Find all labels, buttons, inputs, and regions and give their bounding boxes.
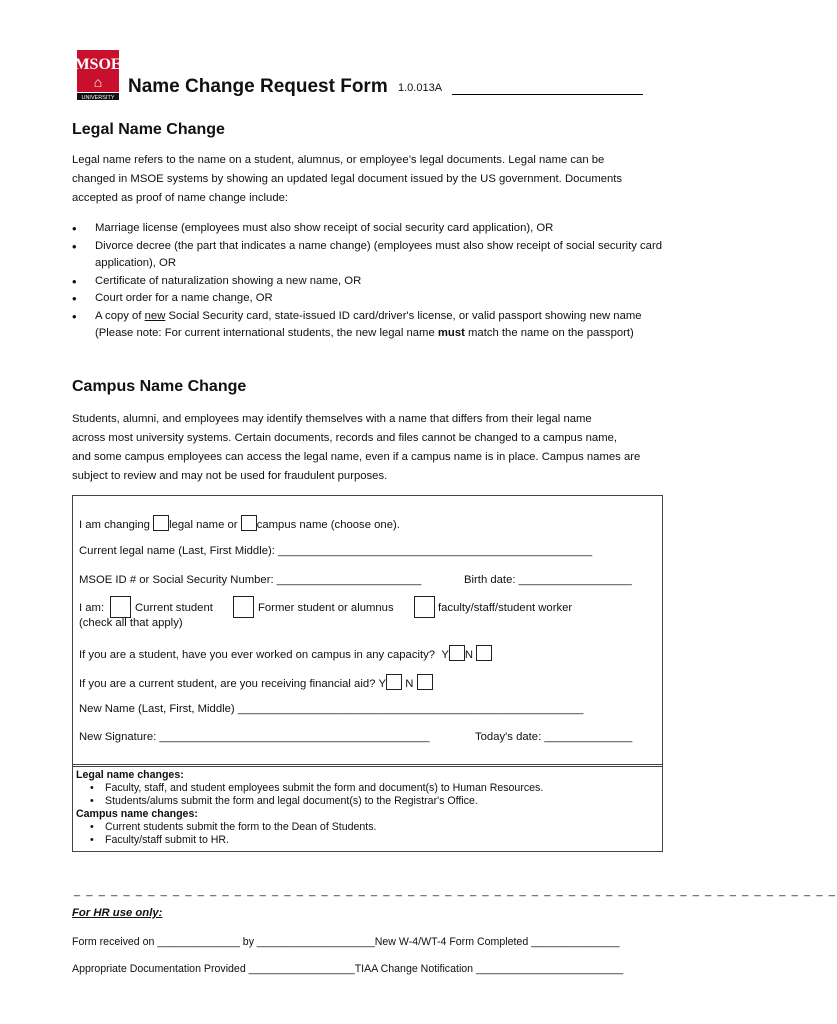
legal-name-checkbox[interactable] bbox=[153, 515, 169, 531]
list-item: • Court order for a name change, OR bbox=[72, 290, 662, 308]
list-item: • Marriage license (employees must also show receipt of social security card application), OR bbox=[72, 220, 662, 238]
faculty-label: faculty/staff/student worker bbox=[438, 602, 573, 614]
msoe-id-field[interactable]: MSOE ID # or Social Security Number: _______________________ bbox=[79, 574, 422, 586]
list-item: • Certificate of naturalization showing a new name, OR bbox=[72, 273, 662, 291]
todays-date-field[interactable]: Today's date: ______________ bbox=[475, 731, 633, 743]
check-all-note: (check all that apply) bbox=[79, 617, 183, 629]
aid-no-checkbox[interactable] bbox=[417, 674, 433, 690]
current-student-label: Current student bbox=[135, 602, 213, 614]
worked-no-checkbox[interactable] bbox=[476, 645, 492, 661]
legal-intro: Legal name refers to the name on a student, alumnus, or employee’s legal documents. Legal name can be changed in MSOE systems by showing an updated legal document issued by the US government. Documents accepted as proof of name change include: bbox=[72, 154, 623, 204]
former-student-label: Former student or alumnus bbox=[258, 602, 394, 614]
faculty-checkbox[interactable] bbox=[414, 596, 435, 618]
current-legal-name-field[interactable]: Current legal name (Last, First Middle): __________________________________________________ bbox=[79, 545, 593, 557]
legal-heading: Legal Name Change bbox=[72, 121, 225, 138]
logo-subtext: UNIVERSITY bbox=[81, 95, 115, 101]
list-item: • Divorce decree (the part that indicates a name change) (employees must also show receipt of social security card application), OR bbox=[72, 238, 662, 273]
logo-text: MSOE bbox=[74, 56, 122, 73]
list-item: • Current students submit the form to the Dean of Students. bbox=[76, 821, 656, 834]
former-student-checkbox[interactable] bbox=[233, 596, 254, 618]
legal-changes-heading: Legal name changes: bbox=[76, 769, 184, 781]
legal-document-list bbox=[72, 220, 662, 343]
worked-on-campus-question: If you are a student, have you ever worked on campus in any capacity? Y N bbox=[79, 645, 492, 661]
svg-text:⌂: ⌂ bbox=[93, 76, 103, 91]
i-am-label: I am: bbox=[79, 602, 105, 614]
campus-heading: Campus Name Change bbox=[72, 378, 247, 395]
change-type-row: I am changing legal name or campus name (choose one). bbox=[79, 515, 400, 531]
list-item: • Faculty, staff, and student employees submit the form and document(s) to Human Resources. bbox=[76, 782, 656, 795]
msoe-logo bbox=[74, 50, 122, 101]
list-item: • Faculty/staff submit to HR. bbox=[76, 834, 656, 847]
form-box bbox=[72, 495, 663, 767]
campus-intro: Students, alumni, and employees may identify themselves with a name that differs from their legal name across most university systems. Certain documents, records and files cannot be changed to a campus name, and some campus employees can access the legal name, even if a campus name is in place. Campus names are subject to review and may not be used for fraudulent purposes. bbox=[72, 413, 641, 482]
birth-date-field[interactable]: Birth date: __________________ bbox=[464, 574, 632, 586]
page-title: Name Change Request Form bbox=[128, 76, 388, 97]
hr-received-line[interactable]: Form received on ______________ by ____________________New W-4/WT-4 Form Completed _______________ bbox=[72, 936, 620, 948]
hr-use-heading: For HR use only: bbox=[72, 907, 163, 919]
new-name-field[interactable]: New Name (Last, First, Middle) _______________________________________________________ bbox=[79, 703, 584, 715]
current-student-checkbox[interactable] bbox=[110, 596, 131, 618]
title-underline bbox=[452, 94, 643, 95]
campus-name-checkbox[interactable] bbox=[241, 515, 257, 531]
cut-line-divider: _ _ _ _ _ _ _ _ _ _ _ _ _ _ _ _ _ _ _ _ _ _ _ _ _ _ _ _ _ _ _ _ _ _ _ _ _ _ _ _ _ _ _ _ _ _ _ _ _ _ _ _ _ _ _ _ _ _ _ _ _ _ bbox=[74, 885, 837, 897]
new-signature-field[interactable]: New Signature: ___________________________________________ bbox=[79, 731, 430, 743]
worked-yes-checkbox[interactable] bbox=[449, 645, 465, 661]
hr-documentation-line[interactable]: Appropriate Documentation Provided __________________TIAA Change Notification _________________________ bbox=[72, 963, 624, 975]
aid-yes-checkbox[interactable] bbox=[386, 674, 402, 690]
financial-aid-question: If you are a current student, are you receiving financial aid? Y N bbox=[79, 674, 433, 690]
form-version: 1.0.013A bbox=[398, 82, 443, 94]
instructions bbox=[76, 769, 656, 847]
campus-changes-heading: Campus name changes: bbox=[76, 808, 198, 820]
list-item: • Students/alums submit the form and legal document(s) to the Registrar's Office. bbox=[76, 795, 656, 808]
list-item: • A copy of new Social Security card, state-issued ID card/driver's license, or valid passport showing new name (Please note: For current international students, the new legal name must match the name on the passport) bbox=[72, 308, 662, 343]
